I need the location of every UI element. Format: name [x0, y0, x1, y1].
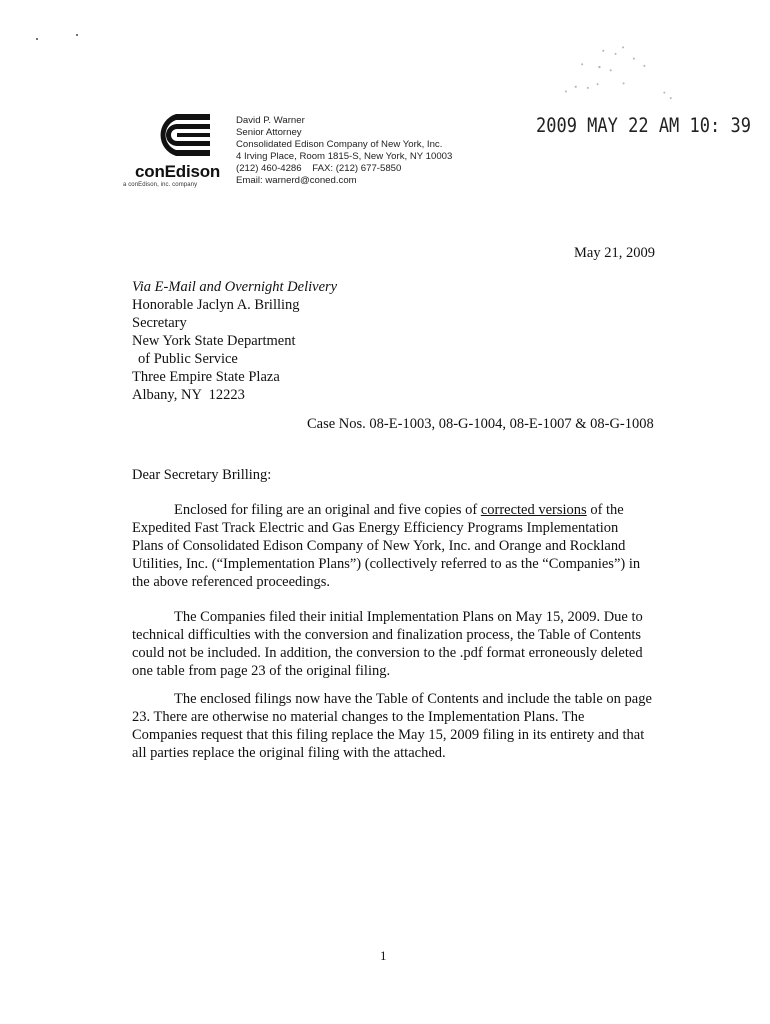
body-paragraph-1 — [132, 501, 652, 591]
paragraph-text: Enclosed for filing are an original and five copies of — [174, 502, 481, 518]
faint-stamp-residue — [543, 35, 688, 115]
page-number: 1 — [380, 948, 387, 963]
recipient-line: of Public Service — [138, 351, 238, 367]
salutation: Dear Secretary Brilling: — [132, 467, 272, 483]
recipient-line: New York State Department — [132, 333, 296, 349]
recipient-line: Three Empire State Plaza — [132, 369, 280, 385]
sender-address: 4 Irving Place, Room 1815-S, New York, NY 10003 — [236, 151, 453, 162]
recipient-line: Albany, NY 12223 — [132, 387, 245, 403]
body-paragraph-2 — [132, 608, 652, 680]
paragraph-text: The enclosed filings now have the Table of Contents and include the table on page 23. There are otherwise no material changes to the Implementation Plans. The Companies request that this filing replace the May 15, 2009 filing in its entirety and that all parties replace the original filing with the attached. — [132, 691, 652, 761]
recipient-block — [132, 278, 337, 404]
underlined-phrase: corrected versions — [480, 502, 587, 518]
brand-tagline: a conEdison, inc. company — [123, 182, 198, 188]
scan-specks — [30, 30, 90, 50]
brand-name: conEdison — [135, 162, 221, 181]
conedison-logo — [123, 110, 243, 188]
sender-name: David P. Warner — [236, 115, 305, 126]
sender-title: Senior Attorney — [236, 127, 302, 138]
body-paragraph-3 — [132, 690, 652, 762]
recipient-line: Secretary — [132, 315, 187, 331]
paragraph-text: The Companies filed their initial Implementation Plans on May 15, 2009. Due to technical difficulties with the conversion and finalization process, the Table of Contents could not be included. In addition, the conversion to the .pdf format erroneously deleted one table from page 23 of the original filing. — [132, 609, 643, 679]
received-date-stamp: 2009 MAY 22 AM 10: 39 — [536, 114, 751, 138]
conedison-c-emblem-icon — [150, 110, 216, 160]
paragraph-text: of the Expedited Fast Track Electric and Gas Energy Efficiency Programs Implementation Plans of Consolidated Edison Company of New York, Inc. and Orange and Rockland Utilities, Inc. (“Implementation Plans”) (collectively referred to as the “Companies”) in the above referenced proceedings. — [132, 502, 641, 590]
sender-email: Email: warnerd@coned.com — [236, 175, 357, 186]
sender-phone-fax: (212) 460-4286 FAX: (212) 677-5850 — [236, 163, 402, 174]
letter-date: May 21, 2009 — [574, 245, 655, 261]
case-reference: Case Nos. 08-E-1003, 08-G-1004, 08-E-1007 & 08-G-1008 — [307, 416, 654, 432]
sender-block — [236, 115, 452, 187]
recipient-line: Honorable Jaclyn A. Brilling — [132, 297, 300, 313]
sender-company: Consolidated Edison Company of New York, Inc. — [236, 139, 443, 150]
delivery-method: Via E-Mail and Overnight Delivery — [132, 279, 338, 295]
